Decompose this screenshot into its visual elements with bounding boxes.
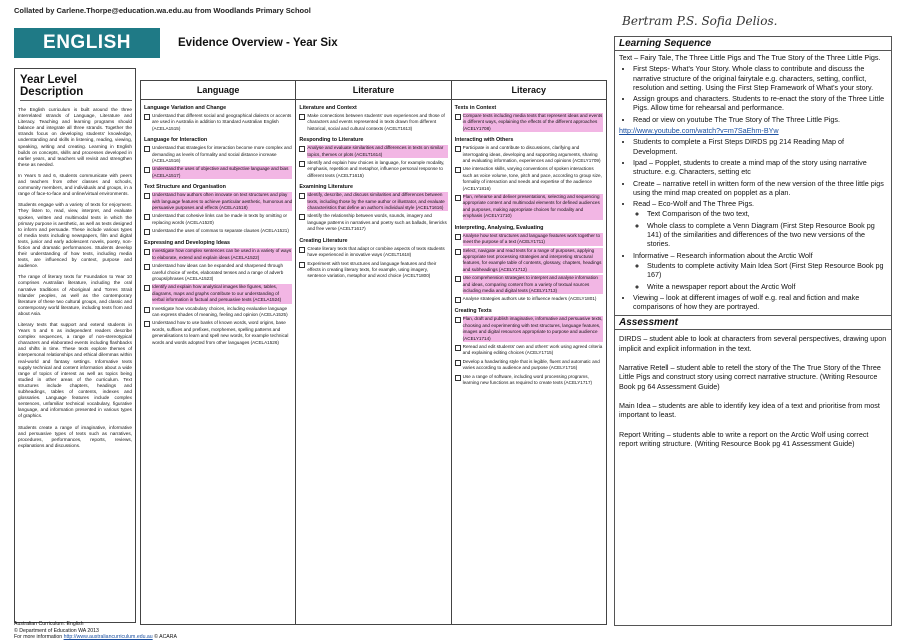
outcome-item (144, 248, 292, 261)
section-title: Texts in Context (454, 105, 497, 111)
footer-line-2: © Department of Education WA 2013 (14, 627, 99, 634)
outcome-item (299, 192, 447, 211)
read-item (633, 199, 887, 248)
page-title: Evidence Overview - Year Six (178, 37, 338, 49)
outcome-item (299, 213, 447, 232)
outcome-item (455, 344, 603, 357)
checkbox[interactable] (455, 234, 461, 240)
section-title: Interpreting, Analysing, Evaluating (454, 224, 544, 231)
outcome-item (455, 113, 603, 132)
informative-item-text: Informative – Research information about the Arctic Wolf (633, 250, 813, 260)
outcome-text: Understand how to use banks of known words, word origins, base words, suffixes and prefixes, morphemes, spelling patterns and generalisations to learn and spell new words, for example technical words and words adopted from other languages (ACELA1526) (152, 320, 289, 345)
checkbox[interactable] (299, 114, 305, 120)
outcome-text: Plan, draft and publish imaginative, informative and persuasive texts, choosing and experimenting with text structures, language features, images and digital resources appropriate to purpose and audience (ACELY1714) (462, 316, 603, 341)
outcome-item (455, 359, 603, 372)
outcome-item (144, 284, 292, 303)
outcome-item (455, 145, 603, 164)
outcome-text: Understand that different social and geographical dialects or accents are used in Australia in addition to Standard Australian English (ACELA1515) (152, 113, 292, 131)
strand-heading: Literature (296, 81, 450, 100)
outcome-item (455, 296, 603, 303)
checkbox[interactable] (144, 193, 150, 199)
footer-line-1: Australian Curriculum: English (14, 621, 84, 627)
sub-item: ◦ Text Comparison of the two text, (647, 209, 887, 218)
checkbox[interactable] (299, 262, 305, 268)
outcome-text: Understand that cohesive links can be made in texts by omitting or replacing words (ACELA1520) (152, 213, 288, 225)
outcome-text: Create literary texts that adapt or combine aspects of texts students have experienced in innovative ways (ACELT1618) (307, 245, 445, 258)
checkbox[interactable] (299, 247, 305, 253)
viewing-item: • Viewing – look at different images of wolf e.g. real and fiction and make comparisons of how they are portrayed. (633, 293, 887, 312)
outcome-text: Plan, rehearse and deliver presentations, selecting and sequencing appropriate content and multimodal elements for defined audiences and purposes, making appropriate choices for modality and emphasis (ACELY1710) (463, 194, 603, 220)
checkbox[interactable] (299, 193, 305, 199)
assessment-paragraph: Report Writing – students able to write a report on the Arctic Wolf using correct report writing structure. (Writing Resource Book pg 41 Assessment Guide) (619, 429, 869, 448)
section-title: Creating Texts (454, 308, 492, 315)
year-level-paragraph: Students engage with a variety of texts for enjoyment. They listen to, read, view, interpret, and evaluate spoken, written and multimodal texts in which the primary purpose is aesthetic, as well as texts designed to inform and persuade. These include various types of media texts including newspapers, film and digital texts, junior and early adolescent novels, poetry, non-fiction and dramatic performances. Students develop their understanding of how texts, including media texts, are influenced by context, purpose and audience. (18, 202, 132, 269)
outcome-text: Identify and explain how analytical images like figures, tables, diagrams, maps and graphs contribute to our understanding of verbal information in factual and persuasive texts (ACELA1524) (152, 284, 292, 303)
outcome-item (455, 275, 603, 294)
informative-sub-list (633, 261, 887, 291)
strand-heading: Language (141, 81, 295, 100)
checkbox[interactable] (144, 146, 150, 152)
checkbox[interactable] (455, 167, 461, 173)
footer-link[interactable]: http://www.australiancurriculum.edu.au (63, 634, 153, 640)
outcome-item (144, 145, 292, 164)
section-title: Responding to Literature (299, 137, 364, 144)
read-item-text: Read – Eco-Wolf and The Three Pigs. (633, 199, 755, 209)
outcome-item (299, 113, 447, 132)
assessment-heading: Assessment (615, 315, 891, 330)
read-sub-list (633, 209, 887, 248)
sequence-list-3 (619, 199, 887, 311)
assessment-paragraph: DIRDS – student able to look at characters from several perspectives, drawing upon implicit and explicit information in the text. (619, 334, 887, 353)
outcome-item (299, 246, 447, 259)
outcome-item (455, 166, 603, 192)
sub-item: ◦ Students to complete activity Main Idea Sort (First Step Resource Book pg 167) (647, 261, 887, 280)
sequence-item: • Create – narrative retell in written form of the new version of the three little pigs using the mind map created on popplet as a plan. (633, 179, 887, 198)
outcome-item (455, 233, 603, 246)
checkbox[interactable] (455, 375, 461, 381)
year-level-title: Year Level Description (20, 74, 132, 101)
outcome-item (299, 145, 447, 158)
outcome-text: Compare texts including media texts that represent ideas and events in different ways, explaining the effects of the different approaches (ACELY1708) (462, 113, 603, 131)
outcome-text: Understand how ideas can be expanded and sharpened through careful choice of verbs, elaborated tenses and a range of adverb groups/phrases (ACELA1523) (152, 263, 284, 281)
checkbox[interactable] (455, 360, 461, 366)
year-level-paragraph: In Years 5 and 6, students communicate with peers and teachers from other classes and schools, community members, and individuals and groups, in a range of face-to-face and online/virtual environments. (18, 172, 132, 197)
sequence-item: • Assign groups and characters. Students to re-enact the story of the Three Little Pigs. Allow time for rehearsal and performance. (633, 94, 887, 113)
year-level-paragraphs (18, 107, 132, 449)
outcome-item (455, 194, 603, 220)
checkbox[interactable] (299, 214, 305, 220)
outcome-item (144, 192, 292, 211)
outcome-text: Reread and edit students' own and others' work using agreed criteria and explaining editing choices (ACELY1715) (462, 343, 603, 356)
outcome-text: Participate in and contribute to discussions, clarifying and interrogating ideas, developing and supporting arguments, sharing and evaluating information, experiences and opinions (ACELY1709) (462, 145, 601, 164)
sequence-item: • First Steps- What's Your Story. Whole class to contribute and discuss the narrative structure of the original fairytale e.g. characters, setting, conflict, resolution and setting. Using the First Step Framework of What's your story. (633, 64, 887, 92)
sub-item: ◦ Write a newspaper report about the Arctic Wolf (647, 282, 887, 291)
outcome-text: Analyse and evaluate similarities and differences in texts on similar topics, themes or plots (ACELT1614) (307, 145, 447, 158)
outcome-text: Use interaction skills, varying conventions of spoken interactions such as voice volume, tone, pitch and pace, according to group size, formality of interaction and needs and expertise of the audience (ACELY1816) (462, 166, 602, 191)
outcome-text: Investigate how complex sentences can be used in a variety of ways to elaborate, extend and explain ideas (ACELA1522) (152, 248, 292, 260)
strand-heading: Literacy (452, 81, 606, 100)
section-title: Examining Literature (299, 184, 353, 191)
strand-column-literature (296, 81, 451, 624)
checkbox[interactable] (455, 317, 461, 323)
checkbox[interactable] (455, 114, 461, 120)
outcome-text: Understand how authors often innovate on text structures and play with language features to achieve particular aesthetic, humorous and persuasive purposes and effects (ACELA1518) (152, 192, 293, 211)
youtube-link[interactable]: http://www.youtube.com/watch?v=m7SaEhm-BYw (619, 126, 779, 136)
sub-item: ◦ Whole class to complete a Venn Diagram (First Step Resource Book pg 141) of the similarities and differences of the two new versions of the stories. (647, 221, 887, 249)
outcome-text: Use a range of software, including word processing programs, learning new functions as required to create texts (ACELY1717) (462, 373, 593, 385)
sequence-item: • Read or view on youtube The True Story of The Three Little Pigs. (633, 115, 887, 124)
checkbox[interactable] (144, 214, 150, 220)
outcome-text: Use comprehension strategies to interpret and analyse information and ideas, comparing content from a variety of textual sources including media and digital texts (ACELY1713) (463, 275, 603, 294)
checkbox[interactable] (299, 161, 305, 167)
outcome-item (144, 113, 292, 132)
checkbox[interactable] (144, 285, 150, 291)
section-title: Creating Literature (299, 237, 348, 244)
outcome-item (144, 166, 292, 179)
section-title: Expressing and Developing Ideas (144, 240, 230, 247)
strands-table (140, 80, 607, 625)
outcome-item (144, 213, 292, 226)
checkbox[interactable] (144, 249, 150, 255)
outcome-text: Experiment with text structures and language features and their effects in creating literary texts, for example, using imagery, sentence variation, metaphor and word choice (ACELT1800) (307, 260, 437, 279)
sequence-item: • Ipad – Popplet, students to create a mind map of the story using narrative structure. e.g. Characters, setting etc (633, 158, 887, 177)
outcome-text: Investigate how vocabulary choices, including evaluative language can express shades of meaning, feeling and opinion (ACELA1525) (152, 305, 288, 317)
sequence-list-1 (619, 64, 887, 124)
outcome-text: Identify the relationship between words, sounds, imagery and language patterns in narratives and poetry such as ballads, limericks and free verse (ACELT1617) (307, 213, 447, 232)
outcome-item (144, 306, 292, 319)
outcome-text: Analyse how text structures and language features work together to meet the purpose of a text (ACELY1711) (463, 233, 603, 246)
section-title: Text Structure and Organisation (144, 184, 226, 191)
outcome-text: Select, navigate and read texts for a range of purposes, applying appropriate text processing strategies and interpreting structural features, for example table of contents, glossary, chapters, headings and subheadings (ACELY1712) (462, 247, 602, 272)
subject-banner: ENGLISH (14, 28, 160, 58)
checkbox[interactable] (144, 114, 150, 120)
section-title: Language Variation and Change (144, 105, 227, 111)
year-level-paragraph: Literary texts that support and extend students in Years 5 and 6 as independent readers describe complex sequences, a range of non-stereotypical characters and elaborated events including flashbacks and shifts in time. These texts explore themes of interpersonal relationships and ethical dilemmas within real-world and fantasy settings. Informative texts supply technical and content information about a wide range of topics of interest as well as topics being studied in other areas of the curriculum. Text structures include chapters, headings and subheadings, tables of contents, indexes and glossaries. Language features include complex sentences, unfamiliar technical vocabulary, figurative language, and information presented in various types of graphics. (18, 322, 132, 419)
checkbox[interactable] (144, 307, 150, 313)
handwritten-names: Bertram P.S. Sofia Delios. (622, 14, 778, 28)
section-title: Literature and Context (299, 105, 357, 111)
checkbox[interactable] (455, 146, 461, 152)
footer-suffix: © ACARA (152, 634, 177, 640)
checkbox[interactable] (455, 249, 461, 255)
sequence-item: • Students to complete a First Steps DIRDS pg 214 Reading Map of Development. (633, 137, 887, 156)
checkbox[interactable] (144, 167, 150, 173)
year-level-paragraph: The range of literary texts for Foundation to Year 10 comprises Australian literature, including the oral narrative traditions of Aboriginal and Torres Strait Islander peoples, as well as the contemporary literature of these two cultural groups, and classic and contemporary world literature, including texts from and about Asia. (18, 274, 132, 316)
outcome-text: Make connections between students' own experiences and those of characters and events represented in texts drawn from different historical, social and cultural contexts (ACELT1613) (307, 113, 445, 131)
collated-by-line: Collated by Carlene.Thorpe@education.wa.edu.au from Woodlands Primary School (14, 6, 311, 15)
strand-column-language (141, 81, 296, 624)
checkbox[interactable] (144, 264, 150, 270)
section-title: Interacting with Others (454, 137, 514, 144)
outcome-text: Understand the uses of commas to separate clauses (ACELA1521) (152, 228, 289, 234)
assessment-paragraph: Narrative Retell – student able to retell the story of the The True Story of the Three Little Pigs and construct story using correct narrative structure. (Writing Resource Book pg 64 Assessment Guide) (619, 363, 881, 391)
footer-prefix: For more information (14, 634, 64, 640)
checkbox[interactable] (455, 345, 461, 351)
outcome-item (144, 228, 292, 235)
assessment-paragraph: Main Idea – students are able to identify key idea of a text and prioritise from most important to least. (619, 400, 880, 420)
checkbox[interactable] (299, 146, 305, 152)
checkbox[interactable] (455, 276, 461, 282)
outcome-text: Analyse strategies authors use to influence readers (ACELY1801) (462, 296, 597, 302)
outcome-text: Understand the uses of objective and subjective language and bias (ACELA1517) (152, 166, 292, 179)
outcome-item (299, 261, 447, 280)
sequence-list-2 (619, 137, 887, 197)
outcome-text: Identify, describe, and discuss similarities and differences between texts, including those by the same author or illustrator, and evaluate characteristics that define an author's individual style (ACELT1616) (307, 192, 447, 211)
outcome-text: Understand that strategies for interaction become more complex and demanding as levels of formality and social distance increase (ACELA1516) (152, 145, 292, 164)
outcome-item (455, 316, 603, 342)
outcome-item (144, 320, 292, 346)
outcome-text: Develop a handwriting style that is legible, fluent and automatic and varies according to audience and purpose (ACELY1716) (462, 358, 600, 371)
outcome-item (299, 160, 447, 179)
year-level-paragraph: Students create a range of imaginative, informative and persuasive types of texts such as narratives, procedures, performances, reports, reviews, explanations and discussions. (18, 424, 132, 448)
section-title: Language for Interaction (144, 137, 208, 144)
checkbox[interactable] (144, 321, 150, 327)
learning-panel (614, 36, 892, 626)
strand-column-literacy (452, 81, 606, 624)
sequence-intro: Text – Fairy Tale, The Three Little Pigs and The True Story of the Three Little Pigs. (619, 53, 881, 62)
outcome-item (144, 263, 292, 282)
checkbox[interactable] (455, 297, 461, 303)
assessment-body (615, 334, 891, 448)
outcome-text: Identify and explain how choices in language, for example modality, emphasis, repetition and metaphor, influence personal response to different texts (ACELT1615) (307, 160, 445, 178)
footer-line-3 (14, 634, 177, 641)
year-level-description (14, 68, 136, 623)
learning-sequence-heading: Learning Sequence (615, 37, 891, 51)
checkbox[interactable] (144, 229, 150, 235)
informative-item (633, 251, 887, 291)
learning-sequence (615, 51, 891, 315)
outcome-item (455, 248, 603, 274)
year-level-paragraph: The English curriculum is built around the three interrelated strands of Language, Literature and Literacy. Teaching and learning programs should balance and integrate all three strands. Together the strands focus on developing students' knowledge, understanding and skills in listening, reading, viewing, speaking, writing and creating. Learning in English builds on concepts, skills and processes developed in earlier years, and teachers will revisit and strengthen these as needed. (18, 107, 132, 167)
outcome-item (455, 374, 603, 387)
checkbox[interactable] (455, 195, 461, 201)
